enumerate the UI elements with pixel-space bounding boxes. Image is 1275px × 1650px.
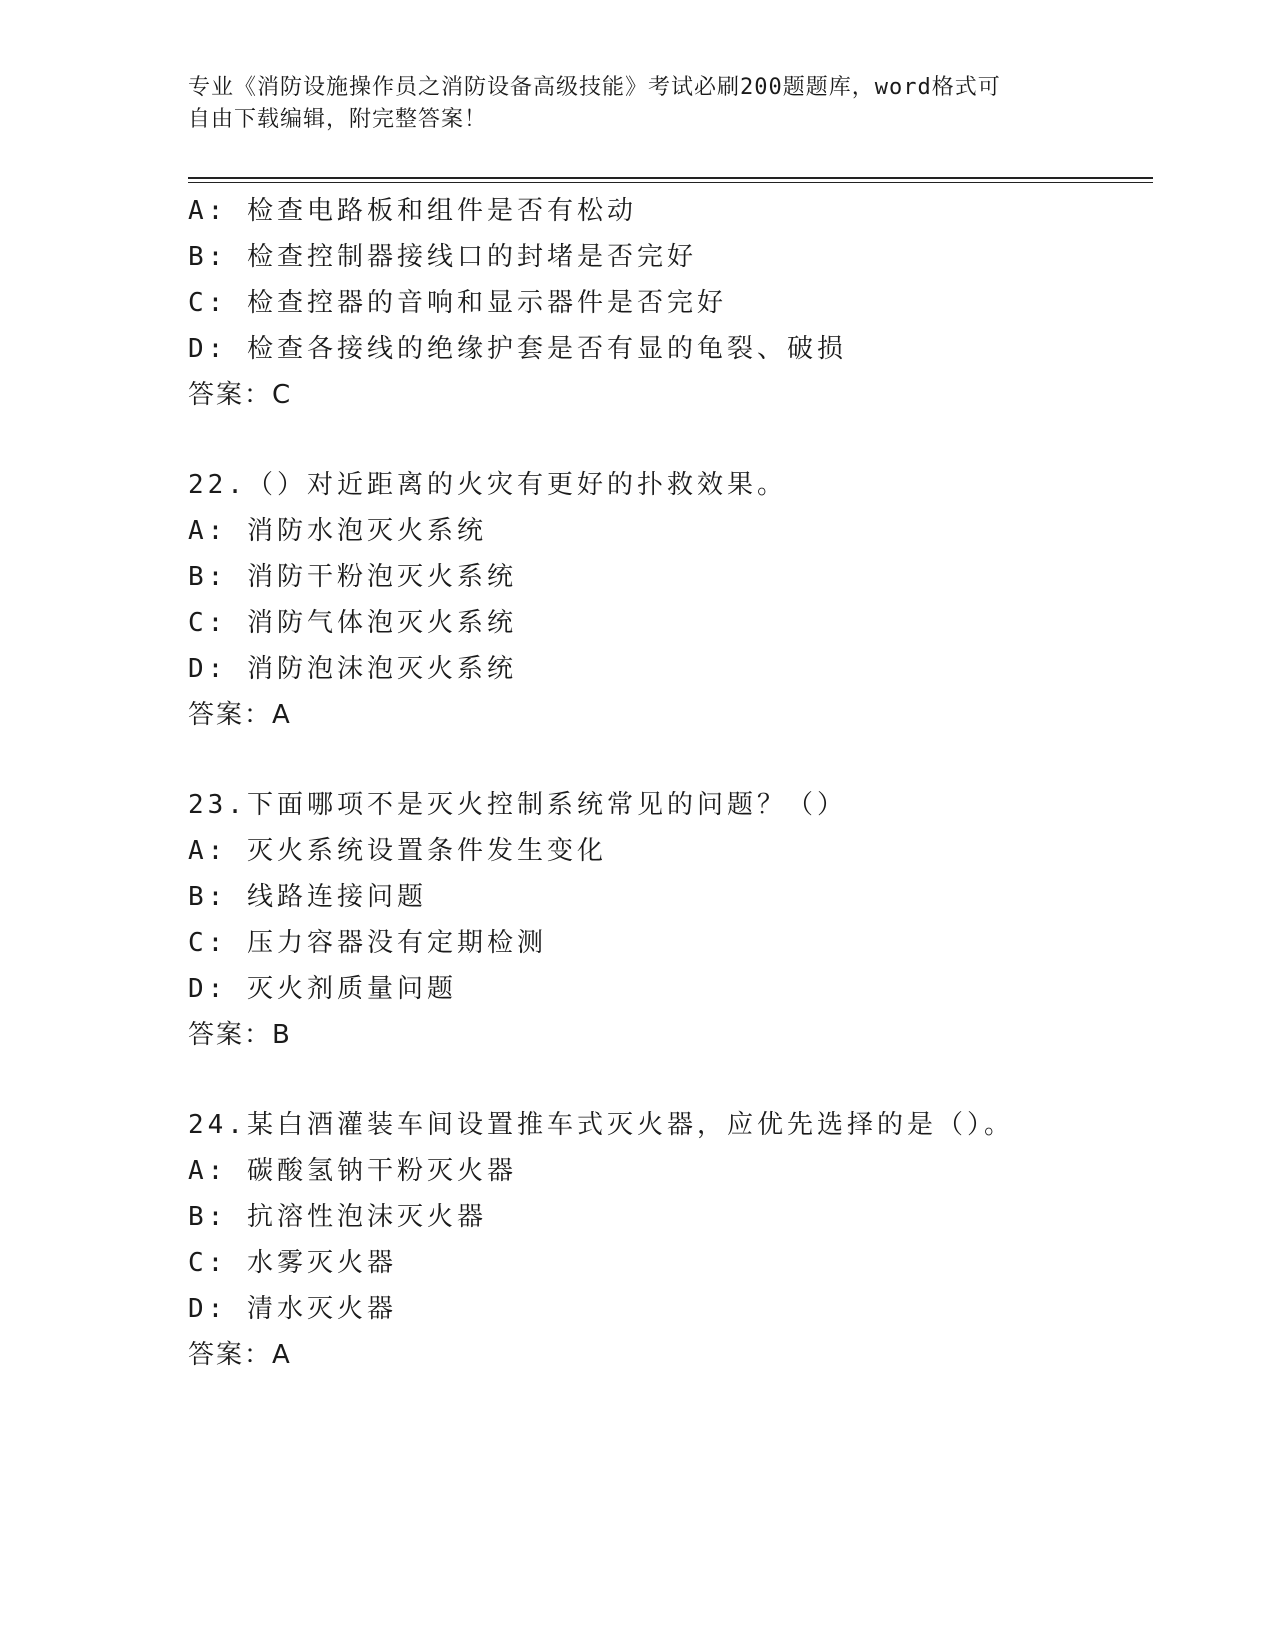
option-b: B: 抗溶性泡沫灭火器	[188, 1202, 487, 1232]
header-divider-thick	[188, 177, 1153, 179]
answer: 答案：C	[188, 380, 293, 410]
header-title-line-1: 专业《消防设施操作员之消防设备高级技能》考试必刷200题题库，word格式可	[188, 75, 1001, 100]
option-c: C: 检查控器的音响和显示器件是否完好	[188, 288, 727, 318]
option-b: B: 线路连接问题	[188, 882, 427, 912]
question-stem: 22.（）对近距离的火灾有更好的扑救效果。	[188, 470, 787, 500]
question-block-22	[188, 462, 1153, 738]
header-divider-thin	[188, 182, 1153, 183]
option-c: C: 消防气体泡灭火系统	[188, 608, 517, 638]
option-a: A: 灭火系统设置条件发生变化	[188, 836, 607, 866]
option-c: C: 压力容器没有定期检测	[188, 928, 547, 958]
option-d: D: 灭火剂质量问题	[188, 974, 457, 1004]
option-a: A: 碳酸氢钠干粉灭火器	[188, 1156, 517, 1186]
question-stem: 23.下面哪项不是灭火控制系统常见的问题？（）	[188, 790, 847, 820]
question-block-21-continued	[188, 188, 1153, 418]
answer: 答案：B	[188, 1020, 292, 1050]
option-d: D: 检查各接线的绝缘护套是否有显的龟裂、破损	[188, 334, 847, 364]
question-stem: 24.某白酒灌装车间设置推车式灭火器，应优先选择的是（）。	[188, 1110, 1014, 1140]
option-b: B: 检查控制器接线口的封堵是否完好	[188, 242, 697, 272]
option-c: C: 水雾灭火器	[188, 1248, 397, 1278]
option-a: A: 检查电路板和组件是否有松动	[188, 196, 637, 226]
answer: 答案：A	[188, 1340, 292, 1370]
question-list	[188, 188, 1153, 1378]
header-title-line-2: 自由下载编辑，附完整答案！	[188, 107, 488, 132]
document-header	[188, 72, 1068, 136]
option-b: B: 消防干粉泡灭火系统	[188, 562, 517, 592]
question-block-23	[188, 782, 1153, 1058]
option-a: A: 消防水泡灭火系统	[188, 516, 487, 546]
option-d: D: 消防泡沫泡灭火系统	[188, 654, 517, 684]
question-block-24	[188, 1102, 1153, 1378]
option-d: D: 清水灭火器	[188, 1294, 397, 1324]
answer: 答案：A	[188, 700, 292, 730]
